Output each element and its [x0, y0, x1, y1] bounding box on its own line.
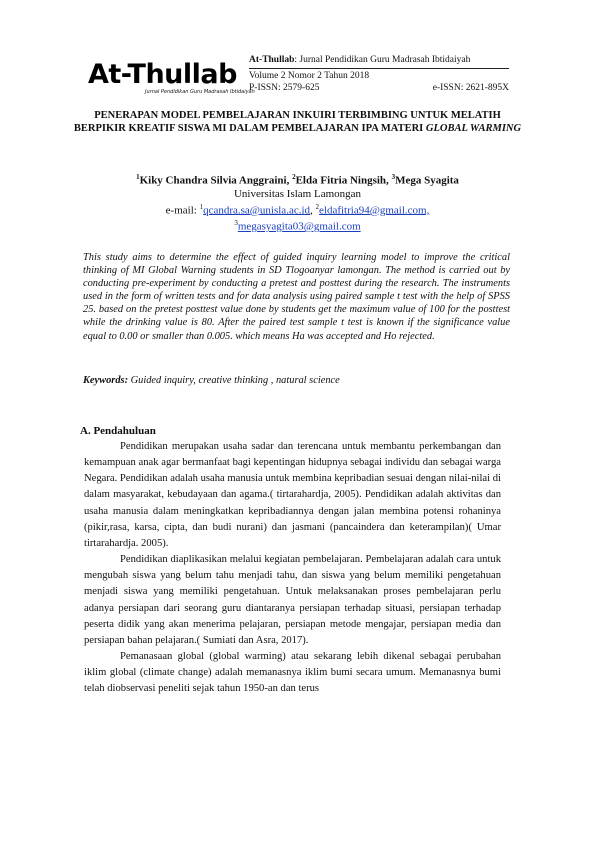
email-3-sup: 3 [234, 219, 238, 228]
email-line-2 [60, 217, 535, 234]
article-title [70, 109, 525, 135]
header-rule [249, 68, 509, 69]
section-heading: A. Pendahuluan [80, 425, 156, 437]
article-title-italic: GLOBAL WARMING [425, 123, 522, 134]
email-1-sup: 1 [199, 202, 204, 211]
author-1: Kiky Chandra Silvia Anggraini, [139, 174, 293, 187]
author-3-sup: 3 [391, 173, 396, 181]
author-2-sup: 2 [292, 173, 296, 181]
electronic-issn: e-ISSN: 2621-895X [432, 83, 509, 93]
author-3: Mega Syagita [395, 174, 459, 187]
paragraph-2: Pendidikan diaplikasikan melalui kegiatan pembelajaran. Pembelajaran adalah cara untuk mengubah siswa yang belum tahu menjadi tahu, dan siswa yang belum memiliki pengetahuan menjadi siswa yang memiliki pengetahuan. Untuk melaksanakan proses pembelajaran perlu adanya persiapan dari seorang guru diantaranya persiapan terhadap situasi, persiapan terhadap peserta didik yang akan menerima pelajaran, persiapan metode mengajar, persiapan media dan persiapan bahan pelajaran.( Sumiati dan Asra, 2017). [84, 554, 501, 646]
paragraph-3: Pemanasaan global (global warming) atau sekarang lebih dikenal sebagai perubahan iklim global (climate change) adalah memanasnya iklim bumi secara umum. Memanasnya bumi telah diobservasi peneliti sejak tahun 1950-an dan terus [84, 651, 501, 695]
email-separator: , [310, 204, 316, 217]
article-title-main: PENERAPAN MODEL PEMBELAJARAN INKUIRI TERBIMBING UNTUK MELATIH BERPIKIR KREATIF SISWA MI DALAM PEMBELAJARAN IPA MATERI [73, 110, 501, 134]
email-2-link[interactable]: eldafitria94@gmail.com, [319, 204, 430, 217]
abstract-text: This study aims to determine the effect of guided inquiry learning model to improve the critical thinking of MI Global Warning students in SD Tlogoanyar lamongan. The method is carried out by conducting pre-experiment by conducting a pretest and posttest during the research. The instruments used in the form of written tests and for data analysis using paired sample t test with the help of SPSS 25. based on the pretest posttest value done by students get the maximum value of 100 for the posttest while the drinking value is 80. After the paired test sample t test is known if the significance value equal to 0.00 or smaller than 0.005. which means Ha was accepted and Ho rejected. [83, 252, 510, 342]
email-3-link[interactable]: megasyagita03@gmail.com [237, 220, 361, 233]
section-body [84, 439, 501, 698]
affiliation: Universitas Islam Lamongan [233, 187, 362, 200]
print-issn: P-ISSN: 2579-625 [249, 83, 320, 93]
journal-logo [88, 59, 255, 100]
journal-header [249, 54, 509, 94]
keywords-label: Keywords: [83, 375, 129, 386]
logo-wordmark: At-Thullab [88, 59, 237, 90]
author-2: Elda Fitria Ningsih, [295, 174, 392, 187]
email-2-sup: 2 [315, 202, 320, 211]
keywords [83, 375, 510, 386]
journal-volume: Volume 2 Nomor 2 Tahun 2018 [249, 71, 370, 81]
journal-name-bold: At-Thullab [249, 55, 295, 65]
email-line [60, 201, 535, 218]
paragraph-1: Pendidikan merupakan usaha sadar dan terencana untuk membantu perkembangan dan kemampuan anak agar bermanfaat bagi kepentingan hidupnya sebagai individu dan sebagai warga Negara. Pendidikan adalah usaha manusia untuk membina kepribadian sesuai dengan nilai-nilai di dalam masyarakat, kebudayaan dan agama.( tirtarahardja, 2005). Pendidikan adalah aktivitas dan usaha manusia dalam meningkatkan kepribadiannya dengan jalan membina potensi rohaninya (pikir,rasa, karsa, cipta, dan budi nurani) dan jasmani (pancaindera dan keterampilan)( Umar tirtarahardja. 2005). [84, 441, 501, 549]
email-label: e-mail: [165, 204, 200, 217]
logo-subtitle: Jurnal Pendidikan Guru Madrasah Ibtidaiyah [145, 89, 255, 95]
author-1-sup: 1 [136, 173, 140, 181]
email-1-link[interactable]: qcandra.sa@unisla.ac.id [203, 204, 311, 217]
journal-name [249, 54, 509, 66]
author-names [60, 171, 535, 188]
journal-name-rest: : Jurnal Pendidikan Guru Madrasah Ibtidaiyah [294, 55, 471, 65]
issn-row [249, 82, 509, 94]
author-block [60, 171, 535, 234]
keywords-text: Guided inquiry, creative thinking , natural science [128, 375, 340, 386]
